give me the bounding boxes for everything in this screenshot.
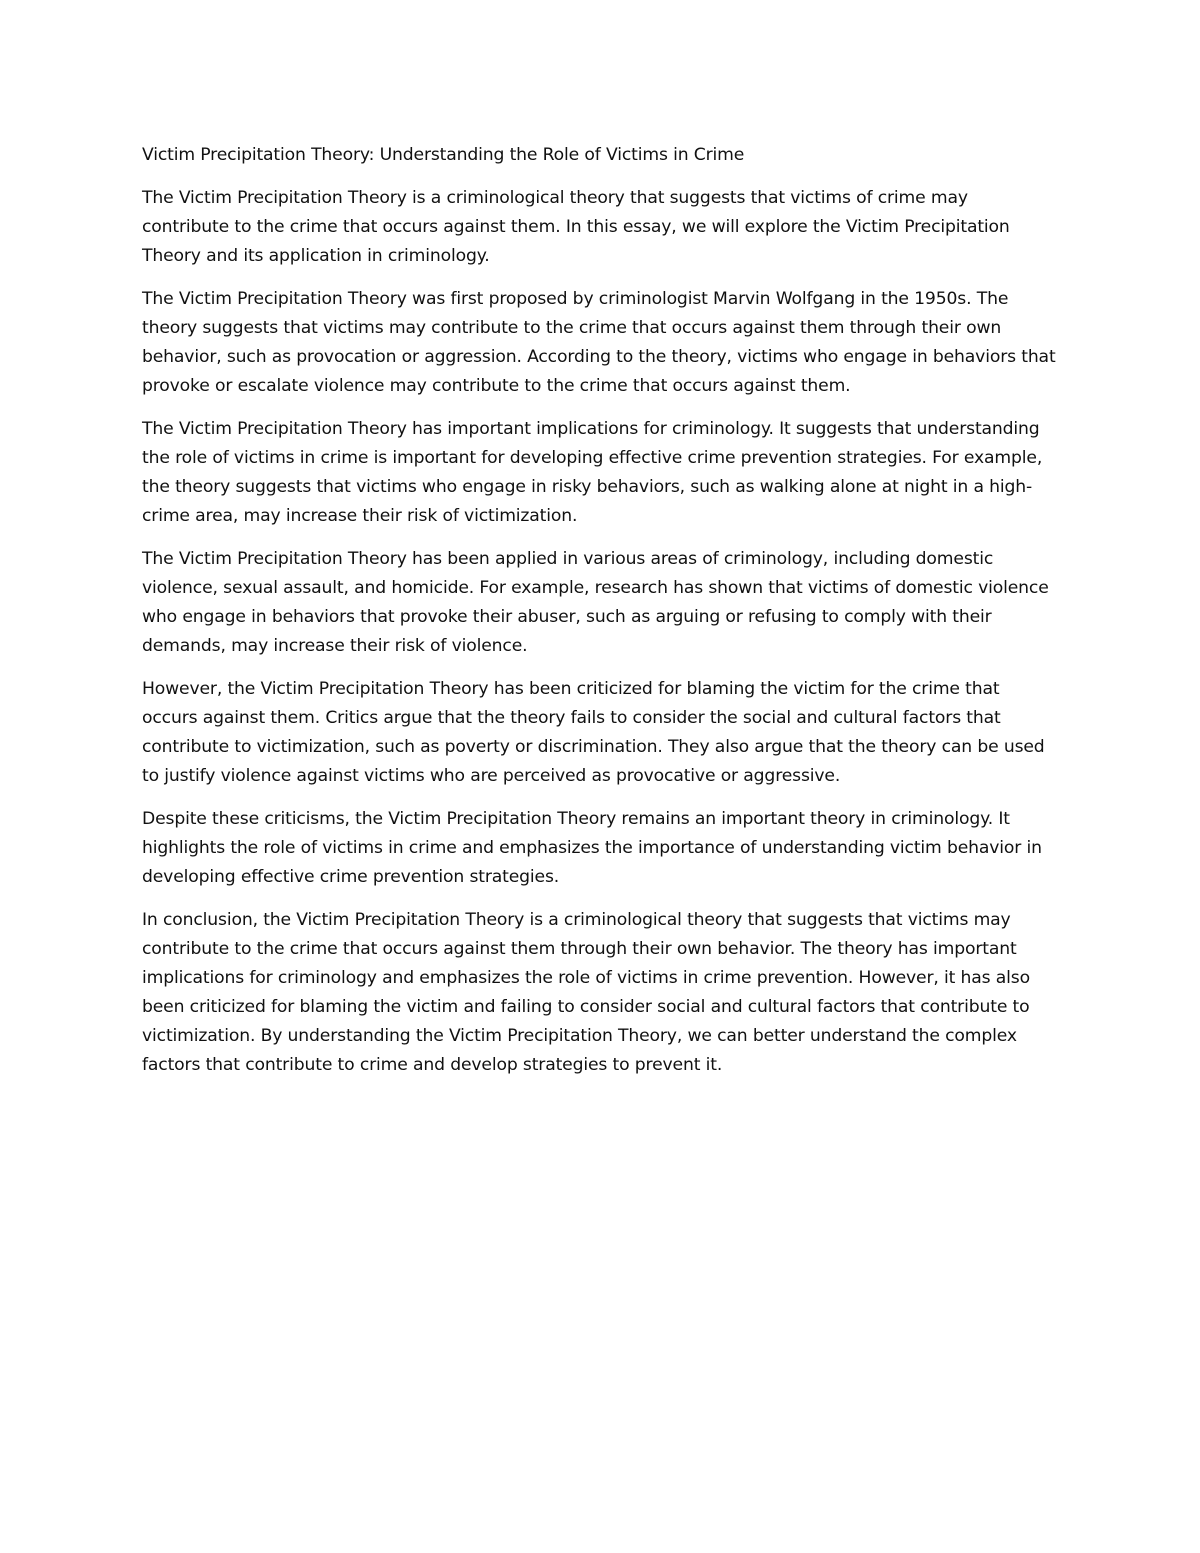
document-body	[142, 141, 1060, 1094]
paragraph-3: The Victim Precipitation Theory has important implications for criminology. It suggests that understanding the role of victims in crime is important for developing effective crime prevention strategies. For example, the theory suggests that victims who engage in risky behaviors, such as walking alone at night in a high-crime area, may increase their risk of victimization.	[142, 419, 1043, 526]
paragraph-5: However, the Victim Precipitation Theory has been criticized for blaming the victim for the crime that occurs against them. Critics argue that the theory fails to consider the social and cultural factors that contribute to victimization, such as poverty or discrimination. They also argue that the theory can be used to justify violence against victims who are perceived as provocative or aggressive.	[142, 679, 1045, 786]
paragraph-4: The Victim Precipitation Theory has been applied in various areas of criminology, including domestic violence, sexual assault, and homicide. For example, research has shown that victims of domestic violence who engage in behaviors that provoke their abuser, such as arguing or refusing to comply with their demands, may increase their risk of violence.	[142, 549, 1049, 656]
paragraph-1: The Victim Precipitation Theory is a criminological theory that suggests that victims of crime may contribute to the crime that occurs against them. In this essay, we will explore the Victim Precipitation Theory and its application in criminology.	[142, 188, 1010, 266]
paragraph-2: The Victim Precipitation Theory was first proposed by criminologist Marvin Wolfgang in the 1950s. The theory suggests that victims may contribute to the crime that occurs against them through their own behavior, such as provocation or aggression. According to the theory, victims who engage in behaviors that provoke or escalate violence may contribute to the crime that occurs against them.	[142, 289, 1056, 396]
paragraph-6: Despite these criticisms, the Victim Precipitation Theory remains an important theory in criminology. It highlights the role of victims in crime and emphasizes the importance of understanding victim behavior in developing effective crime prevention strategies.	[142, 809, 1042, 887]
document-title: Victim Precipitation Theory: Understanding the Role of Victims in Crime	[142, 145, 745, 165]
paragraph-7: In conclusion, the Victim Precipitation Theory is a criminological theory that suggests that victims may contribute to the crime that occurs against them through their own behavior. The theory has important implications for criminology and emphasizes the role of victims in crime prevention. However, it has also been criticized for blaming the victim and failing to consider social and cultural factors that contribute to victimization. By understanding the Victim Precipitation Theory, we can better understand the complex factors that contribute to crime and develop strategies to prevent it.	[142, 910, 1030, 1075]
